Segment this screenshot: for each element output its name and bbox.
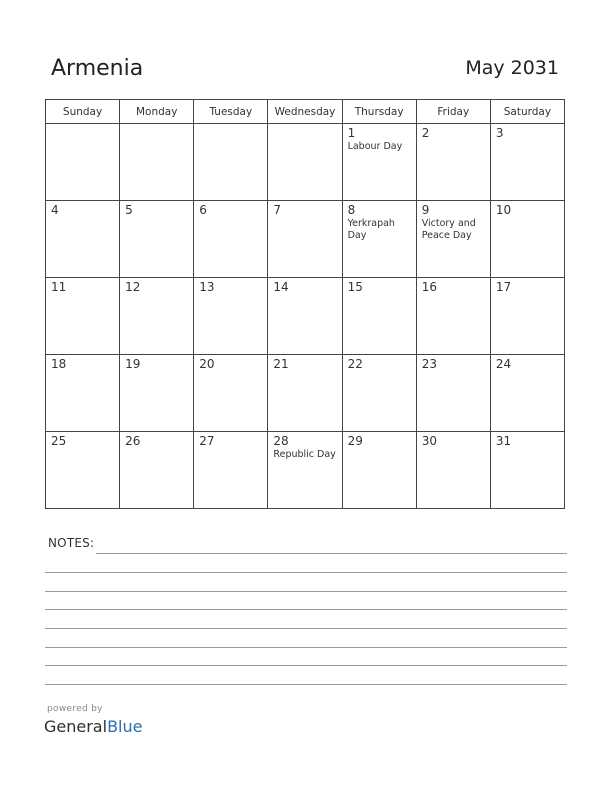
logo-text-blue: Blue xyxy=(107,717,143,736)
day-number: 15 xyxy=(347,280,363,294)
day-number: 4 xyxy=(51,203,59,217)
holiday-label: Victory and Peace Day xyxy=(421,218,476,241)
day-cell xyxy=(120,278,194,355)
day-cell xyxy=(120,201,194,278)
day-number: 1 xyxy=(347,126,356,140)
holiday-label: Yerkrapah Day xyxy=(347,218,395,241)
day-number: 22 xyxy=(347,357,363,371)
weekday-header: Tuesday xyxy=(194,100,268,124)
day-cell xyxy=(46,124,120,201)
weekday-header: Thursday xyxy=(342,100,416,124)
calendar-week-row xyxy=(46,124,565,201)
day-number: 13 xyxy=(199,280,215,294)
day-number: 24 xyxy=(495,357,512,371)
day-number: 7 xyxy=(273,203,282,217)
note-line xyxy=(96,553,567,554)
day-number: 9 xyxy=(421,203,430,217)
day-number: 11 xyxy=(51,280,67,294)
day-cell xyxy=(268,355,342,432)
day-number: 2 xyxy=(421,126,430,140)
note-line xyxy=(45,684,567,685)
weekday-header: Monday xyxy=(120,100,194,124)
day-number: 20 xyxy=(199,357,215,371)
day-number: 3 xyxy=(495,126,504,140)
day-number: 26 xyxy=(125,434,141,448)
day-cell xyxy=(46,201,120,278)
weekday-header-row xyxy=(46,100,565,124)
day-number: 29 xyxy=(347,434,363,448)
day-cell xyxy=(268,278,342,355)
weekday-header: Wednesday xyxy=(268,100,342,124)
day-number: 6 xyxy=(199,203,207,217)
day-number: 27 xyxy=(199,434,215,448)
day-cell xyxy=(416,355,490,432)
day-cell xyxy=(194,355,268,432)
day-cell xyxy=(194,124,268,201)
day-cell xyxy=(416,432,490,509)
day-cell xyxy=(268,432,342,509)
calendar-week-row xyxy=(46,432,565,509)
day-cell xyxy=(120,432,194,509)
holiday-label: Labour Day xyxy=(347,141,403,152)
day-cell xyxy=(416,124,490,201)
day-cell xyxy=(46,355,120,432)
powered-by-text: powered by xyxy=(47,704,103,714)
day-cell xyxy=(120,355,194,432)
day-cell xyxy=(46,432,120,509)
day-number: 8 xyxy=(347,203,356,217)
generalblue-logo xyxy=(44,717,142,736)
day-cell xyxy=(194,432,268,509)
day-cell xyxy=(342,278,416,355)
day-number: 25 xyxy=(51,434,67,448)
day-cell xyxy=(194,278,268,355)
note-line xyxy=(45,647,567,648)
calendar-week-row xyxy=(46,355,565,432)
day-cell xyxy=(490,124,564,201)
day-number: 5 xyxy=(125,203,133,217)
note-line xyxy=(45,665,567,666)
day-number: 10 xyxy=(495,203,512,217)
calendar-month-title: May 2031 xyxy=(465,57,559,79)
day-number: 28 xyxy=(273,434,289,448)
day-cell xyxy=(342,201,416,278)
day-cell xyxy=(416,278,490,355)
day-number: 31 xyxy=(495,434,512,448)
day-cell xyxy=(416,201,490,278)
day-cell xyxy=(120,124,194,201)
day-cell xyxy=(490,432,564,509)
day-cell xyxy=(46,278,120,355)
note-line xyxy=(45,591,567,592)
day-cell xyxy=(490,355,564,432)
weekday-header: Saturday xyxy=(490,100,564,124)
day-cell xyxy=(490,201,564,278)
day-cell xyxy=(268,201,342,278)
day-number: 18 xyxy=(51,357,67,371)
day-cell xyxy=(342,124,416,201)
day-number: 23 xyxy=(421,357,437,371)
day-number: 17 xyxy=(495,280,512,294)
weekday-header: Friday xyxy=(416,100,490,124)
note-line xyxy=(45,572,567,573)
calendar-grid xyxy=(45,99,565,509)
day-cell xyxy=(342,355,416,432)
notes-label: NOTES: xyxy=(48,536,95,550)
day-cell xyxy=(268,124,342,201)
day-number: 16 xyxy=(421,280,437,294)
day-number: 30 xyxy=(421,434,437,448)
day-number: 12 xyxy=(125,280,141,294)
day-cell xyxy=(490,278,564,355)
weekday-header: Sunday xyxy=(46,100,120,124)
day-cell xyxy=(342,432,416,509)
day-number: 21 xyxy=(273,357,289,371)
holiday-label: Republic Day xyxy=(273,449,336,460)
calendar-week-row xyxy=(46,278,565,355)
day-number: 19 xyxy=(125,357,141,371)
day-number: 14 xyxy=(273,280,289,294)
note-line xyxy=(45,609,567,610)
calendar-country-title: Armenia xyxy=(51,56,144,81)
note-line xyxy=(45,628,567,629)
logo-text-general: General xyxy=(44,717,108,736)
calendar-week-row xyxy=(46,201,565,278)
day-cell xyxy=(194,201,268,278)
